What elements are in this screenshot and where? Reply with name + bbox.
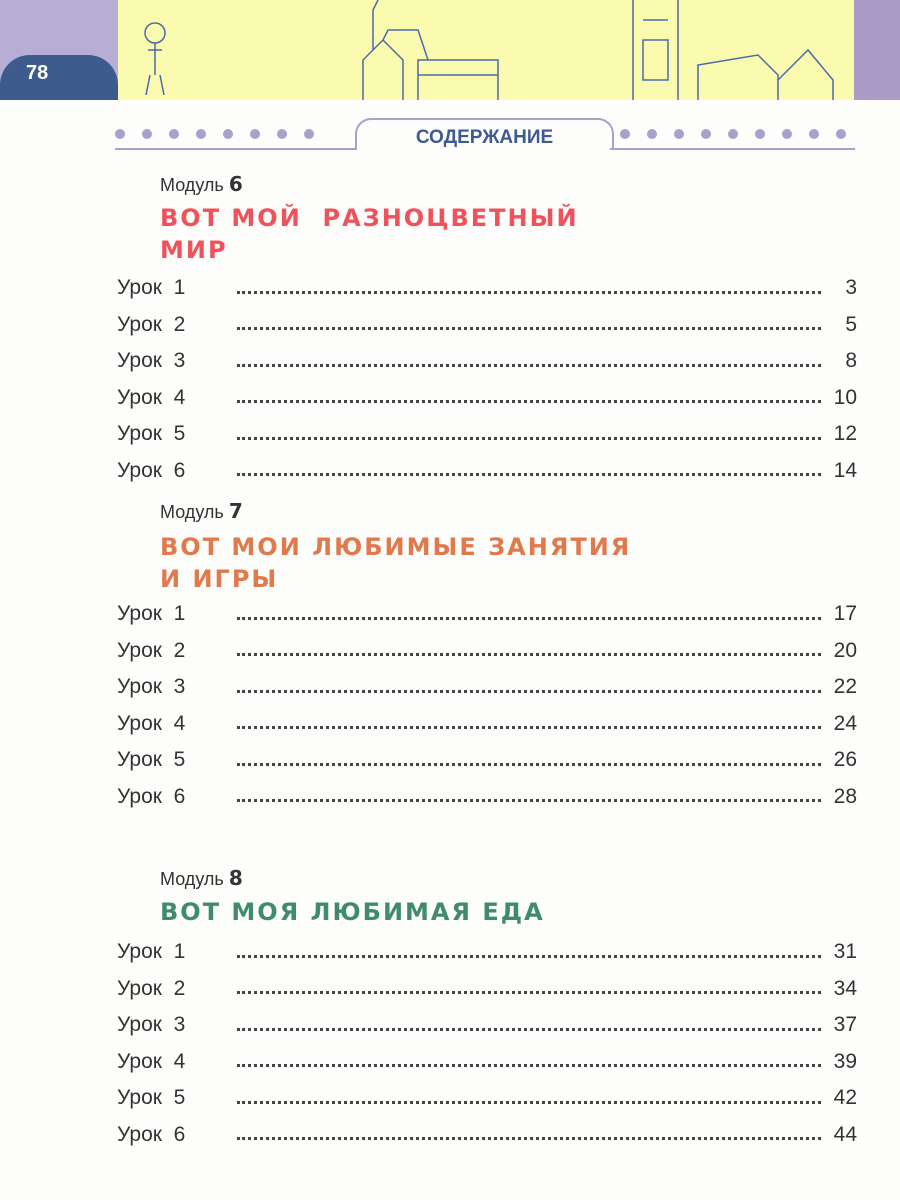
module-word: Модуль xyxy=(160,502,224,522)
page-ref: 37 xyxy=(833,1013,857,1037)
toc-row[interactable] xyxy=(117,596,857,633)
module-label xyxy=(160,499,243,523)
lesson-label: Урок 5 xyxy=(117,748,186,772)
lesson-label: Урок 1 xyxy=(117,602,186,626)
page-header-illustration xyxy=(0,0,900,100)
page-ref: 12 xyxy=(833,422,857,446)
toc-row[interactable] xyxy=(117,1080,857,1117)
dot-leader xyxy=(237,617,821,620)
lesson-label: Урок 1 xyxy=(117,276,186,300)
lesson-label: Урок 3 xyxy=(117,1013,186,1037)
toc-row[interactable] xyxy=(117,380,857,417)
page-ref: 34 xyxy=(833,976,857,1000)
toc-row[interactable] xyxy=(117,307,857,344)
toc-row[interactable] xyxy=(117,633,857,670)
dot-leader xyxy=(237,955,821,958)
dot-leader xyxy=(237,799,821,802)
lesson-label: Урок 5 xyxy=(117,1086,186,1110)
page-ref: 42 xyxy=(833,1086,857,1110)
lesson-label: Урок 3 xyxy=(117,349,186,373)
lesson-label: Урок 1 xyxy=(117,940,186,964)
lesson-label: Урок 4 xyxy=(117,385,186,409)
module-number: 8 xyxy=(228,866,243,890)
lesson-label: Урок 6 xyxy=(117,458,186,482)
page-ref: 28 xyxy=(833,784,857,808)
page-ref: 20 xyxy=(833,638,857,662)
module-label xyxy=(160,866,243,890)
dot-leader xyxy=(237,291,821,294)
toc-row[interactable] xyxy=(117,343,857,380)
dot-leader xyxy=(237,690,821,693)
lesson-label: Урок 6 xyxy=(117,784,186,808)
page-ref: 26 xyxy=(833,748,857,772)
dot-leader xyxy=(237,473,821,476)
module-label xyxy=(160,172,243,196)
city-skyline-icon xyxy=(118,0,854,100)
toc-row[interactable] xyxy=(117,1044,857,1081)
page-ref: 44 xyxy=(833,1122,857,1146)
contents-heading: СОДЕРЖАНИЕ xyxy=(355,118,614,150)
header-wave xyxy=(0,55,118,100)
page-ref: 5 xyxy=(845,312,857,336)
toc-row[interactable] xyxy=(117,934,857,971)
lesson-label: Урок 2 xyxy=(117,638,186,662)
toc-row[interactable] xyxy=(117,1007,857,1044)
toc-row[interactable] xyxy=(117,270,857,307)
dot-leader xyxy=(237,400,821,403)
module-title xyxy=(160,202,579,266)
lesson-label: Урок 2 xyxy=(117,312,186,336)
dot-leader xyxy=(237,327,821,330)
lesson-label: Урок 3 xyxy=(117,675,186,699)
toc-row[interactable] xyxy=(117,669,857,706)
module-title xyxy=(160,896,545,928)
page-ref: 24 xyxy=(833,711,857,735)
page-ref: 17 xyxy=(833,602,857,626)
toc-row[interactable] xyxy=(117,742,857,779)
header-right-panel xyxy=(854,0,900,100)
module-number: 7 xyxy=(228,499,243,523)
divider-left xyxy=(115,148,355,150)
page-ref: 3 xyxy=(845,276,857,300)
dot-leader xyxy=(237,991,821,994)
city-illustration xyxy=(118,0,854,100)
contents-heading-bar xyxy=(115,118,855,158)
dot-leader xyxy=(237,437,821,440)
divider-right xyxy=(610,148,855,150)
dot-leader xyxy=(237,1101,821,1104)
lesson-list xyxy=(117,270,857,489)
page-ref: 14 xyxy=(833,458,857,482)
module-title-line: ВОТ МОЯ ЛЮБИМАЯ ЕДА xyxy=(160,898,545,926)
lesson-list xyxy=(117,596,857,815)
lesson-label: Урок 2 xyxy=(117,976,186,1000)
lesson-label: Урок 4 xyxy=(117,711,186,735)
dot-leader xyxy=(237,364,821,367)
module-title xyxy=(160,531,631,595)
toc-row[interactable] xyxy=(117,779,857,816)
module-title-line: МИР xyxy=(160,236,228,264)
toc-row[interactable] xyxy=(117,971,857,1008)
module-title-line: И ИГРЫ xyxy=(160,565,279,593)
dot-leader xyxy=(237,726,821,729)
page-ref: 22 xyxy=(833,675,857,699)
dot-leader xyxy=(237,1028,821,1031)
dot-leader xyxy=(237,653,821,656)
lesson-label: Урок 6 xyxy=(117,1122,186,1146)
module-word: Модуль xyxy=(160,869,224,889)
dot-leader xyxy=(237,1064,821,1067)
dot-leader xyxy=(237,1137,821,1140)
page-ref: 8 xyxy=(845,349,857,373)
page-number: 78 xyxy=(26,62,49,84)
module-word: Модуль xyxy=(160,175,224,195)
page-ref: 31 xyxy=(833,940,857,964)
module-number: 6 xyxy=(228,172,243,196)
toc-row[interactable] xyxy=(117,453,857,490)
toc-row[interactable] xyxy=(117,416,857,453)
page-ref: 10 xyxy=(833,385,857,409)
toc-row[interactable] xyxy=(117,1117,857,1154)
toc-row[interactable] xyxy=(117,706,857,743)
module-title-line: ВОТ МОИ ЛЮБИМЫЕ ЗАНЯТИЯ xyxy=(160,533,632,561)
header-left-panel xyxy=(0,0,118,100)
decorative-dots-right xyxy=(620,129,846,139)
decorative-dots-left xyxy=(115,129,314,139)
lesson-label: Урок 5 xyxy=(117,422,186,446)
dot-leader xyxy=(237,763,821,766)
lesson-list xyxy=(117,934,857,1153)
module-title-line: ВОТ МОЙ РАЗНОЦВЕТНЫЙ xyxy=(160,204,579,232)
lesson-label: Урок 4 xyxy=(117,1049,186,1073)
page-ref: 39 xyxy=(833,1049,857,1073)
